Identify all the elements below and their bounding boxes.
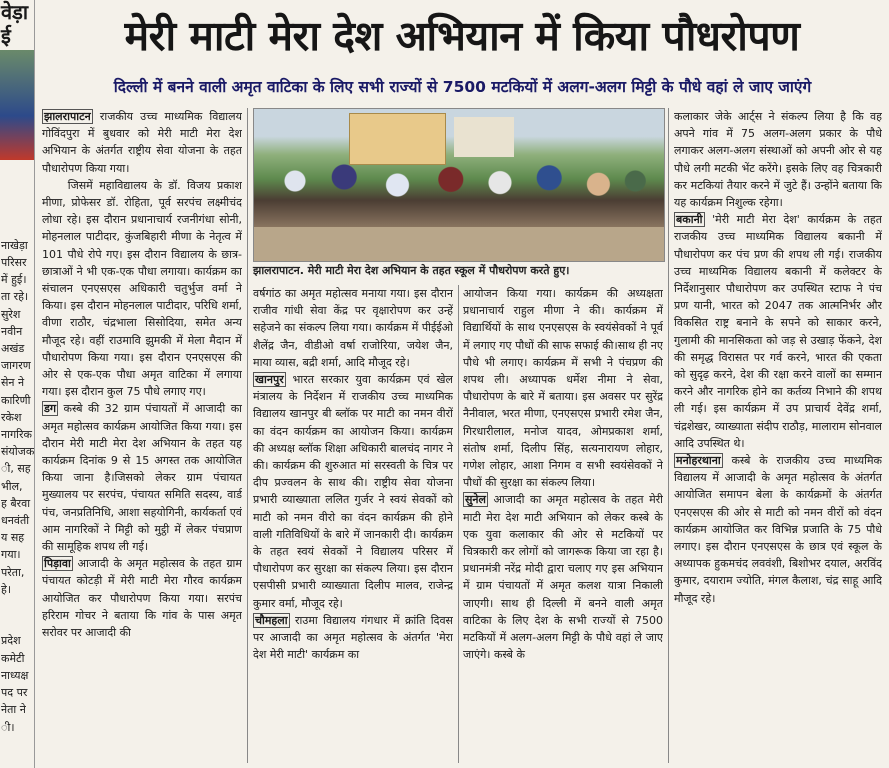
fragment-line: रकेश xyxy=(1,410,22,424)
paragraph: आयोजन किया गया। कार्यक्रम की अध्यक्षता प्रधानाचार्य राहुल मीणा ने की। कार्यक्रम में विद्यार्थियों के साथ एनएसएस के स्वयंसेवकों ने पूर्व में लगाए गए पौधों की साफ सफाई की।साथ ही नए पौधे भी लगाए। कार्यक्रम में सभी ने पंचप्रण की शपथ ली। अध्यापक धर्मेश नीमा ने सेवा, पौधारोपण के बारे में बताया। इस अवसर पर सुरेंद्र नैनीवाल, भरत मीणा, एनएसएस प्रभारी रमेश जैन, गिरधारीलाल, मनोज यादव, ओमप्रकाश शर्मा, संतोष शर्मा, दिलीप सिंह, सत्यनारायण लोहार, गणेश लोहार, आशा निगम व सभी स्वयंसेवकों ने पौधों की सुरक्षा का संकल्प लिया। xyxy=(463,287,663,490)
fragment-line xyxy=(0,598,34,615)
dateline: पिड़ावा xyxy=(44,557,71,571)
paragraph: वर्षगांठ का अमृत महोत्सव मनाया गया। इस दौरान राजीव गांधी सेवा केंद्र पर वृक्षारोपण कर उन्हें सहेजने का संकल्प लिया गया। कार्यक्रम में पीईईओ शैलेंद्र जैन, वीडीओ वर्षा राजोरिया, जयेश जैन, माया व्यास, बद्री शर्मा, आदि मौजूद रहे। xyxy=(253,287,453,369)
fragment-line: धनवंती xyxy=(1,514,30,528)
paragraph: आजादी के अमृत महोत्सव के तहत ग्राम पंचायत कोटड़ी में मेरी माटी मेरा गौरव कार्यक्रम आयोजित कर पौधारोपण किया गया। सरपंच हरिराम गोचर ने बताया कि गांव के पास अमृत सरोवर पर आजादी की xyxy=(42,557,242,640)
fragment-line: कारिणी xyxy=(1,393,31,407)
article-column-4 xyxy=(674,108,882,763)
article-column-3 xyxy=(463,285,663,763)
fragment-line: ह बैरवा xyxy=(1,496,31,510)
fragment-line: ी। xyxy=(1,720,15,734)
paragraph: भारत सरकार युवा कार्यक्रम एवं खेल मंत्रालय के निर्देशन में राजकीय उच्च माध्यमिक विद्यालय खानपुर बी ब्लॉक पर माटी का नमन वीरों का वंदन कार्यक्रम का आयोजन किया। कार्यक्रम की अध्यक्ष ब्लॉक शिक्षा अधिकारी बालचंद नागर ने की। कार्यक्रम की शुरुआत मां सरस्वती के चित्र पर दीप प्रज्वलन के साथ की। राष्ट्रीय सेवा योजना प्रभारी व्याख्याता ललित गुर्जर ने स्वयं सेवकों को माटी को नमन वीरो का वंदन कार्यक्रम की होने वाली गतिविधियों के बारे में जानकारी दी। कार्यक्रम के तहत स्वयं सेवकों ने विद्यालय परिसर में पौधारोपण कर सुरक्षा का संकल्प लिया। इस दौरान एसपीसी प्रभारी व्याख्याता दिलीप मालव, राजेन्द्र कुमार वर्मा, मौजूद रहे। xyxy=(253,373,453,610)
fragment-line: नाखेड़ा xyxy=(1,238,28,252)
fragment-line: नाध्यक्ष xyxy=(1,668,29,682)
fragment-line: पद पर xyxy=(1,686,28,700)
dateline: बकानी xyxy=(676,213,703,227)
fragment-line: ता रहे। xyxy=(1,290,29,304)
fragment-line: परिसर xyxy=(1,256,27,270)
fragment-line: ी, सह xyxy=(1,462,31,476)
fragment-line: में हुई। xyxy=(1,273,27,287)
dateline: खानपुर xyxy=(255,373,284,387)
fragment-line: वेड़ा xyxy=(1,0,28,24)
fragment-line: परेता, xyxy=(1,565,25,579)
paragraph: राउमा विद्यालय गंगधार में क्रांति दिवस पर आजादी का अमृत महोत्सव के अंतर्गत 'मेरा देश मेरी माटी' कार्यक्रम का xyxy=(253,613,453,662)
dateline: मनोहरथाना xyxy=(676,454,721,468)
fragment-line: कमेटी xyxy=(1,651,25,665)
fragment-line: जागरण xyxy=(1,359,31,373)
article-column-1 xyxy=(42,108,242,763)
paragraph: राजकीय उच्च माध्यमिक विद्यालय गोविंदपुरा में बुधवार को मेरी माटी मेरा देश अभियान के अंतर्गत राष्ट्रीय सेवा योजना के तहत पौधारोपण किया गया। xyxy=(42,110,242,175)
fragment-line: सेन ने xyxy=(1,376,25,390)
fragment-line xyxy=(0,168,34,185)
fragment-line: गया। xyxy=(1,548,21,562)
paragraph: आजादी का अमृत महोत्सव के तहत मेरी माटी मेरा देश माटी अभियान को लेकर कस्बे के एक युवा कलाकार की ओर से मटकियों पर चित्रकारी कर लोगों को जागरूक किया जा रहा है। प्रधानमंत्री नरेंद्र मोदी द्वारा चलाए गए इस अभियान में ग्राम पंचायतों में अमृत कलश यात्रा निकाली जाएगी। साथ ही दिल्ली में बनने वाली अमृत वाटिका के लिए देश के सभी राज्यों से 7500 मटकियों में अलग-अलग मिट्टी के पौधे वहां ले जाए जाएंगे। कस्बे के xyxy=(463,493,663,662)
fragment-line: भील, xyxy=(1,479,23,493)
column-rule xyxy=(247,108,248,763)
dateline: चौमहला xyxy=(255,613,288,627)
paragraph: जिसमें महाविद्यालय के डॉ. विजय प्रकाश मीणा, प्रोफेसर डॉ. रोहिता, पूर्व सरपंच लक्ष्मीचंद लोधा रहे। इस दौरान प्रधानाचार्य रजनीगंधा सोनी, मोहनलाल पाटीदार, कुंजबिहारी मीणा के नेतृत्व में 101 पौधे रोपे गए। इस दौरान विद्यालय के छात्र-छात्राओं ने भी एक-एक पौधा लगाया। कार्यक्रम का संचालन एनएसएस अधिकारी चतुर्भुज वर्मा ने किया। इस दौरान मोहनलाल पाटीदार, परिधि शर्मा, वीणा राठौर, चंद्रभाला सिसोदिया, समेत अन्य मौजूद रहे। वहीं राउमावि झुमकी में मेला मैदान में पौधारोपण किया गया। इस दौरान एनएसएस की ओर से एक-एक पौधा अमृत वाटिका में लगाया गया। इस दौरान कुल 75 पौधे लगाए गए। xyxy=(42,178,242,399)
fragment-line xyxy=(0,220,34,237)
dateline: सुनेल xyxy=(465,493,486,507)
fragment-line xyxy=(0,185,34,202)
fragment-line: य सह xyxy=(1,531,25,545)
column-rule xyxy=(458,285,459,763)
fragment-line: प्रदेश xyxy=(1,634,21,648)
fragment-line: अखंड xyxy=(1,342,25,356)
paragraph: 'मेरी माटी मेरा देश' कार्यक्रम के तहत राजकीय उच्च माध्यमिक विद्यालय बकानी में पौधारोपण कर पंच प्रण की शपथ ली गई। राजकीय उच्च माध्यमिक विद्यालय बकानी में कलेक्टर के निर्देशानुसार पौधारोपण कर उपस्थित स्टाफ ने पंच प्रण यानी, भारत को 2047 तक आत्मनिर्भर और विकसित राष्ट्र बनाने के सपने को साकार करने, गुलामी की मानसिकता को जड़ से उखाड़ फेंकने, देश की समृद्ध विरासत पर गर्व करने, भारत की एकता को सुदृढ़ करने, देश की रक्षा करने वालों का सम्मान करने और नागरिक होने का कर्तव्य निभाने की शपथ ली गई। इस कार्यक्रम में उप प्राचार्य देवेंद्र शर्मा, चंद्रशेखर, व्याख्याता संदीप राठौड़, मालाराम सोनवाल आदि उपस्थित थे। xyxy=(674,213,882,450)
fragment-line: संयोजक xyxy=(1,445,35,459)
paragraph: कस्बे के राजकीय उच्च माध्यमिक विद्यालय में आजादी के अमृत महोत्सव के अंतर्गत आयोजित समापन बेला के कार्यक्रमों के अंतर्गत एनएसएस की ओर से माटी को नमन वीरों को वंदन कार्यक्रम आयोजित कर विभिन्न प्रजाति के 75 पौधे लगाए। इस दौरान एनएसएस के छात्र एवं स्कूल के अध्यापक हुकमचंद लववंशी, बिशोभर दयाल, अरविंद कुमार, दयाराम ज्योति, मंगल कैलाश, चंद्र साहू आदि मौजूद रहे। xyxy=(674,454,882,605)
photo-caption: झालरापाटन. मेरी माटी मेरा देश अभियान के तहत स्कूल में पौधरोपण करते हुए। xyxy=(253,264,570,277)
fragment-line: ई xyxy=(1,24,11,48)
headline: मेरी माटी मेरा देश अभियान में किया पौधरोपण xyxy=(124,12,800,60)
dateline: डग xyxy=(44,402,57,416)
fragment-line xyxy=(0,615,34,632)
adjacent-article-fragment xyxy=(0,0,35,768)
paragraph: कलाकार जेके आर्ट्स ने संकल्प लिया है कि वह अपने गांव में 75 अलग-अलग प्रकार के पौधे लगाकर अलग-अलग संस्थाओं को अपनी ओर से यह पौधे लगी मटकी भेंट करेंगे। इसके लिए वह चित्रकारी कर मटकियां तैयार करने में जुटे हैं। उन्होंने बताया कि यह कार्यक्रम निशुल्क रहेगा। xyxy=(674,110,882,210)
paragraph: कस्बे की 32 ग्राम पंचायतों में आजादी का अमृत महोत्सव कार्यक्रम आयोजित किया गया। इस दौरान मेरी माटी मेरा देश अभियान के तहत यह कार्यक्रम दिनांक 9 से 15 अगस्त तक आयोजित किया जाना है।जिसको लेकर ग्राम पंचायत मुख्यालय पर सरपंच, पंचायत समिति सदस्य, वार्ड पंच, जनप्रतिनिधि, आशा सहयोगिनी, कार्यकर्ता एवं आम नागरिकों ने मिट्टी को मुट्ठी में लेकर पंचप्राण की सामूहिक शपथ ली गई। xyxy=(42,402,242,554)
adjacent-photo xyxy=(0,50,34,160)
ground xyxy=(254,227,664,261)
column-rule xyxy=(668,108,669,763)
fragment-line: हे। xyxy=(1,582,12,596)
news-photo xyxy=(253,108,665,262)
fragment-line: नागरिक xyxy=(1,428,32,442)
article-column-2 xyxy=(253,285,453,763)
fragment-line: नेता ने xyxy=(1,703,26,717)
students-group xyxy=(254,149,664,229)
subheadline: दिल्ली में बनने वाली अमृत वाटिका के लिए सभी राज्यों से 7500 मटकियों में अलग-अलग मिट्टी के पौधे वहां ले जाए जाएंगे xyxy=(113,78,812,96)
dateline: झालरापाटन xyxy=(44,110,91,123)
fragment-line: सुरेश xyxy=(1,307,21,321)
fragment-line: नवीन xyxy=(1,324,23,338)
fragment-line xyxy=(0,202,34,219)
